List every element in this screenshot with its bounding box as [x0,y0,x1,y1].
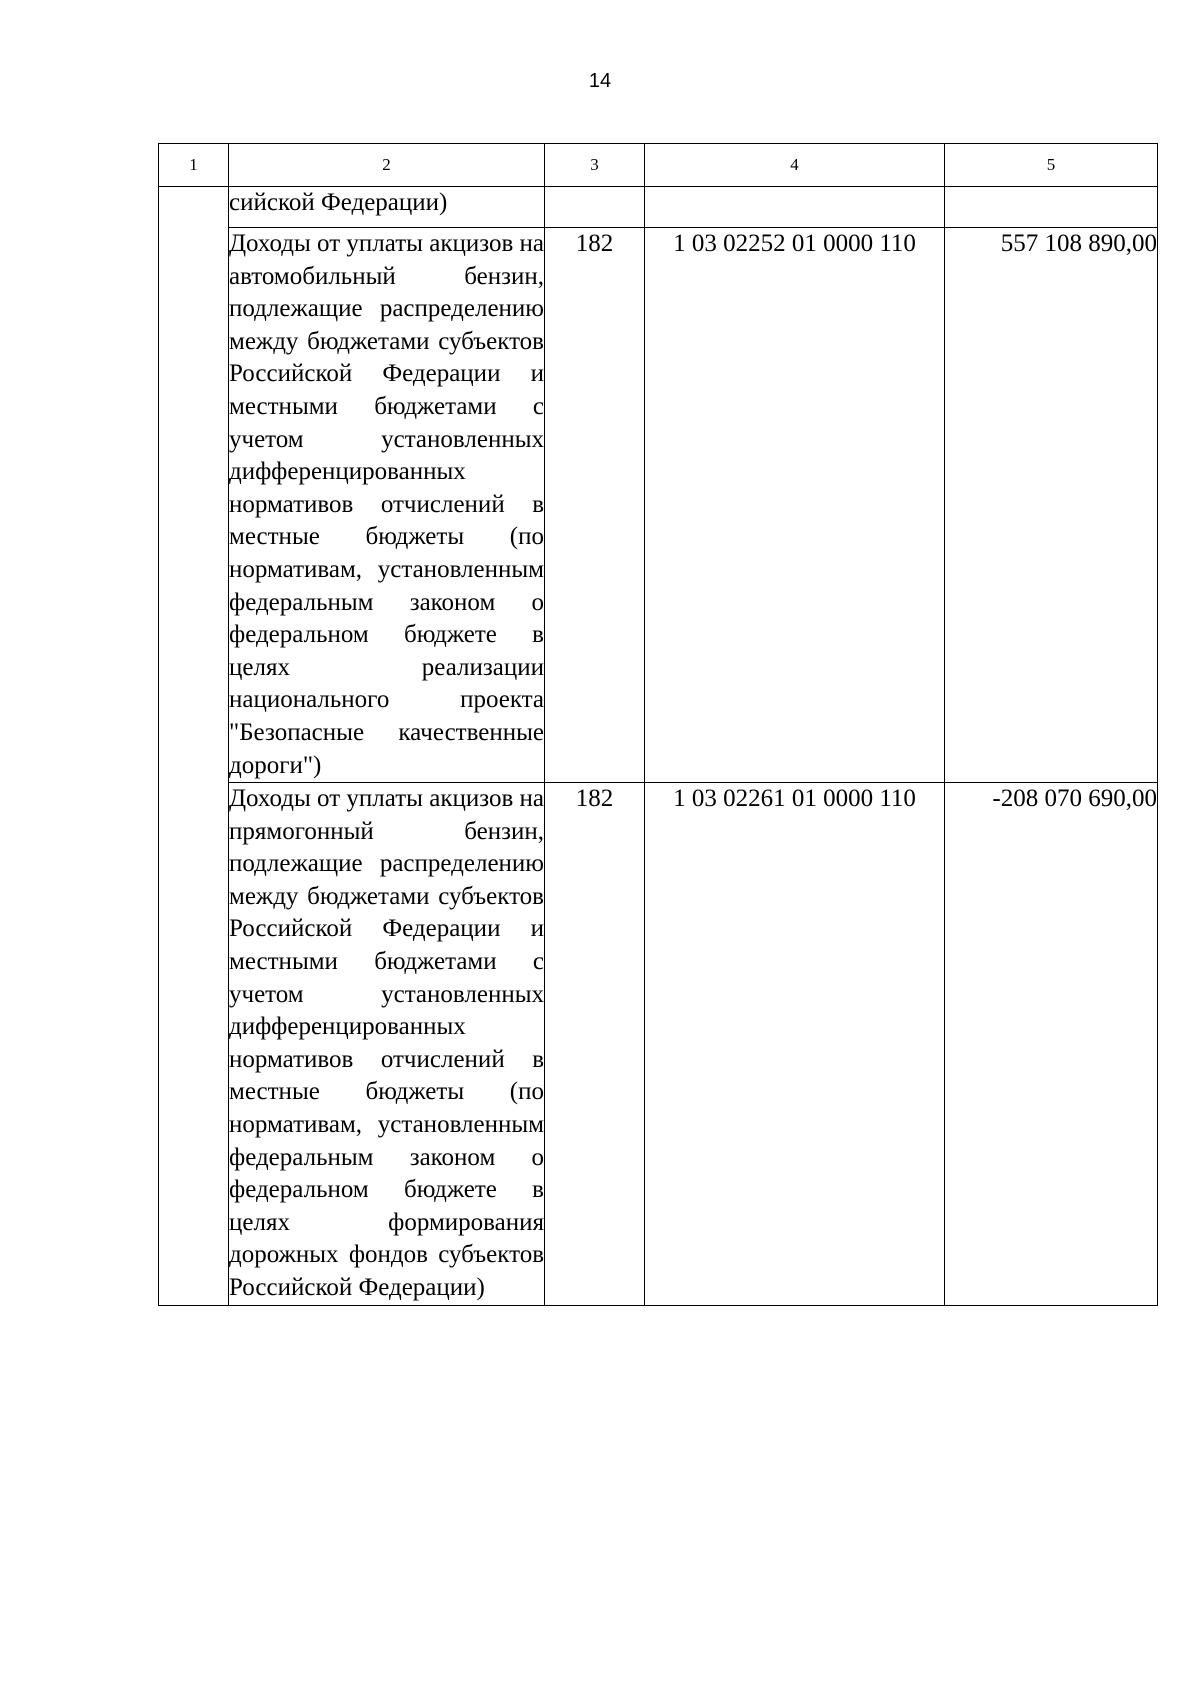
column-header-5: 5 [945,144,1158,187]
column-header-4: 4 [645,144,945,187]
budget-table [158,143,1158,1306]
kbk-cell: 1 03 02261 01 0000 110 [645,783,945,1306]
description-cell: Доходы от уплаты акцизов на автомобильный бензин, подлежащие распределению между бюджетами субъектов Российской Федерации и местными бюджетами с учетом установленных дифференцированных нормативов отчислений в местные бюджеты (по нормативам, установленным федеральным законом о федеральном бюджете в целях реализации национального проекта "Безопасные качественные дороги") [229,228,545,783]
page-number: 14 [588,70,612,92]
admin-code-cell [545,187,645,228]
admin-code-cell: 182 [545,228,645,783]
amount-cell: 557 108 890,00 [945,228,1158,783]
table-row [159,783,1158,1306]
column-header-2: 2 [229,144,545,187]
table-row-continuation [159,187,1158,228]
column-header-3: 3 [545,144,645,187]
column-header-1: 1 [159,144,229,187]
kbk-cell: 1 03 02252 01 0000 110 [645,228,945,783]
amount-cell [945,187,1158,228]
row-number-cell [159,187,229,1306]
amount-cell: -208 070 690,00 [945,783,1158,1306]
description-cell: Доходы от уплаты акцизов на прямогонный бензин, подлежащие распределению между бюджетами субъектов Российской Федерации и местными бюджетами с учетом установленных дифференцированных нормативов отчислений в местные бюджеты (по нормативам, установленным федеральным законом о федеральном бюджете в целях формирования дорожных фондов субъектов Российской Федерации) [229,783,545,1306]
kbk-cell [645,187,945,228]
table-header-row [159,144,1158,187]
table-row [159,228,1158,783]
description-cell: сийской Федерации) [229,187,545,228]
admin-code-cell: 182 [545,783,645,1306]
